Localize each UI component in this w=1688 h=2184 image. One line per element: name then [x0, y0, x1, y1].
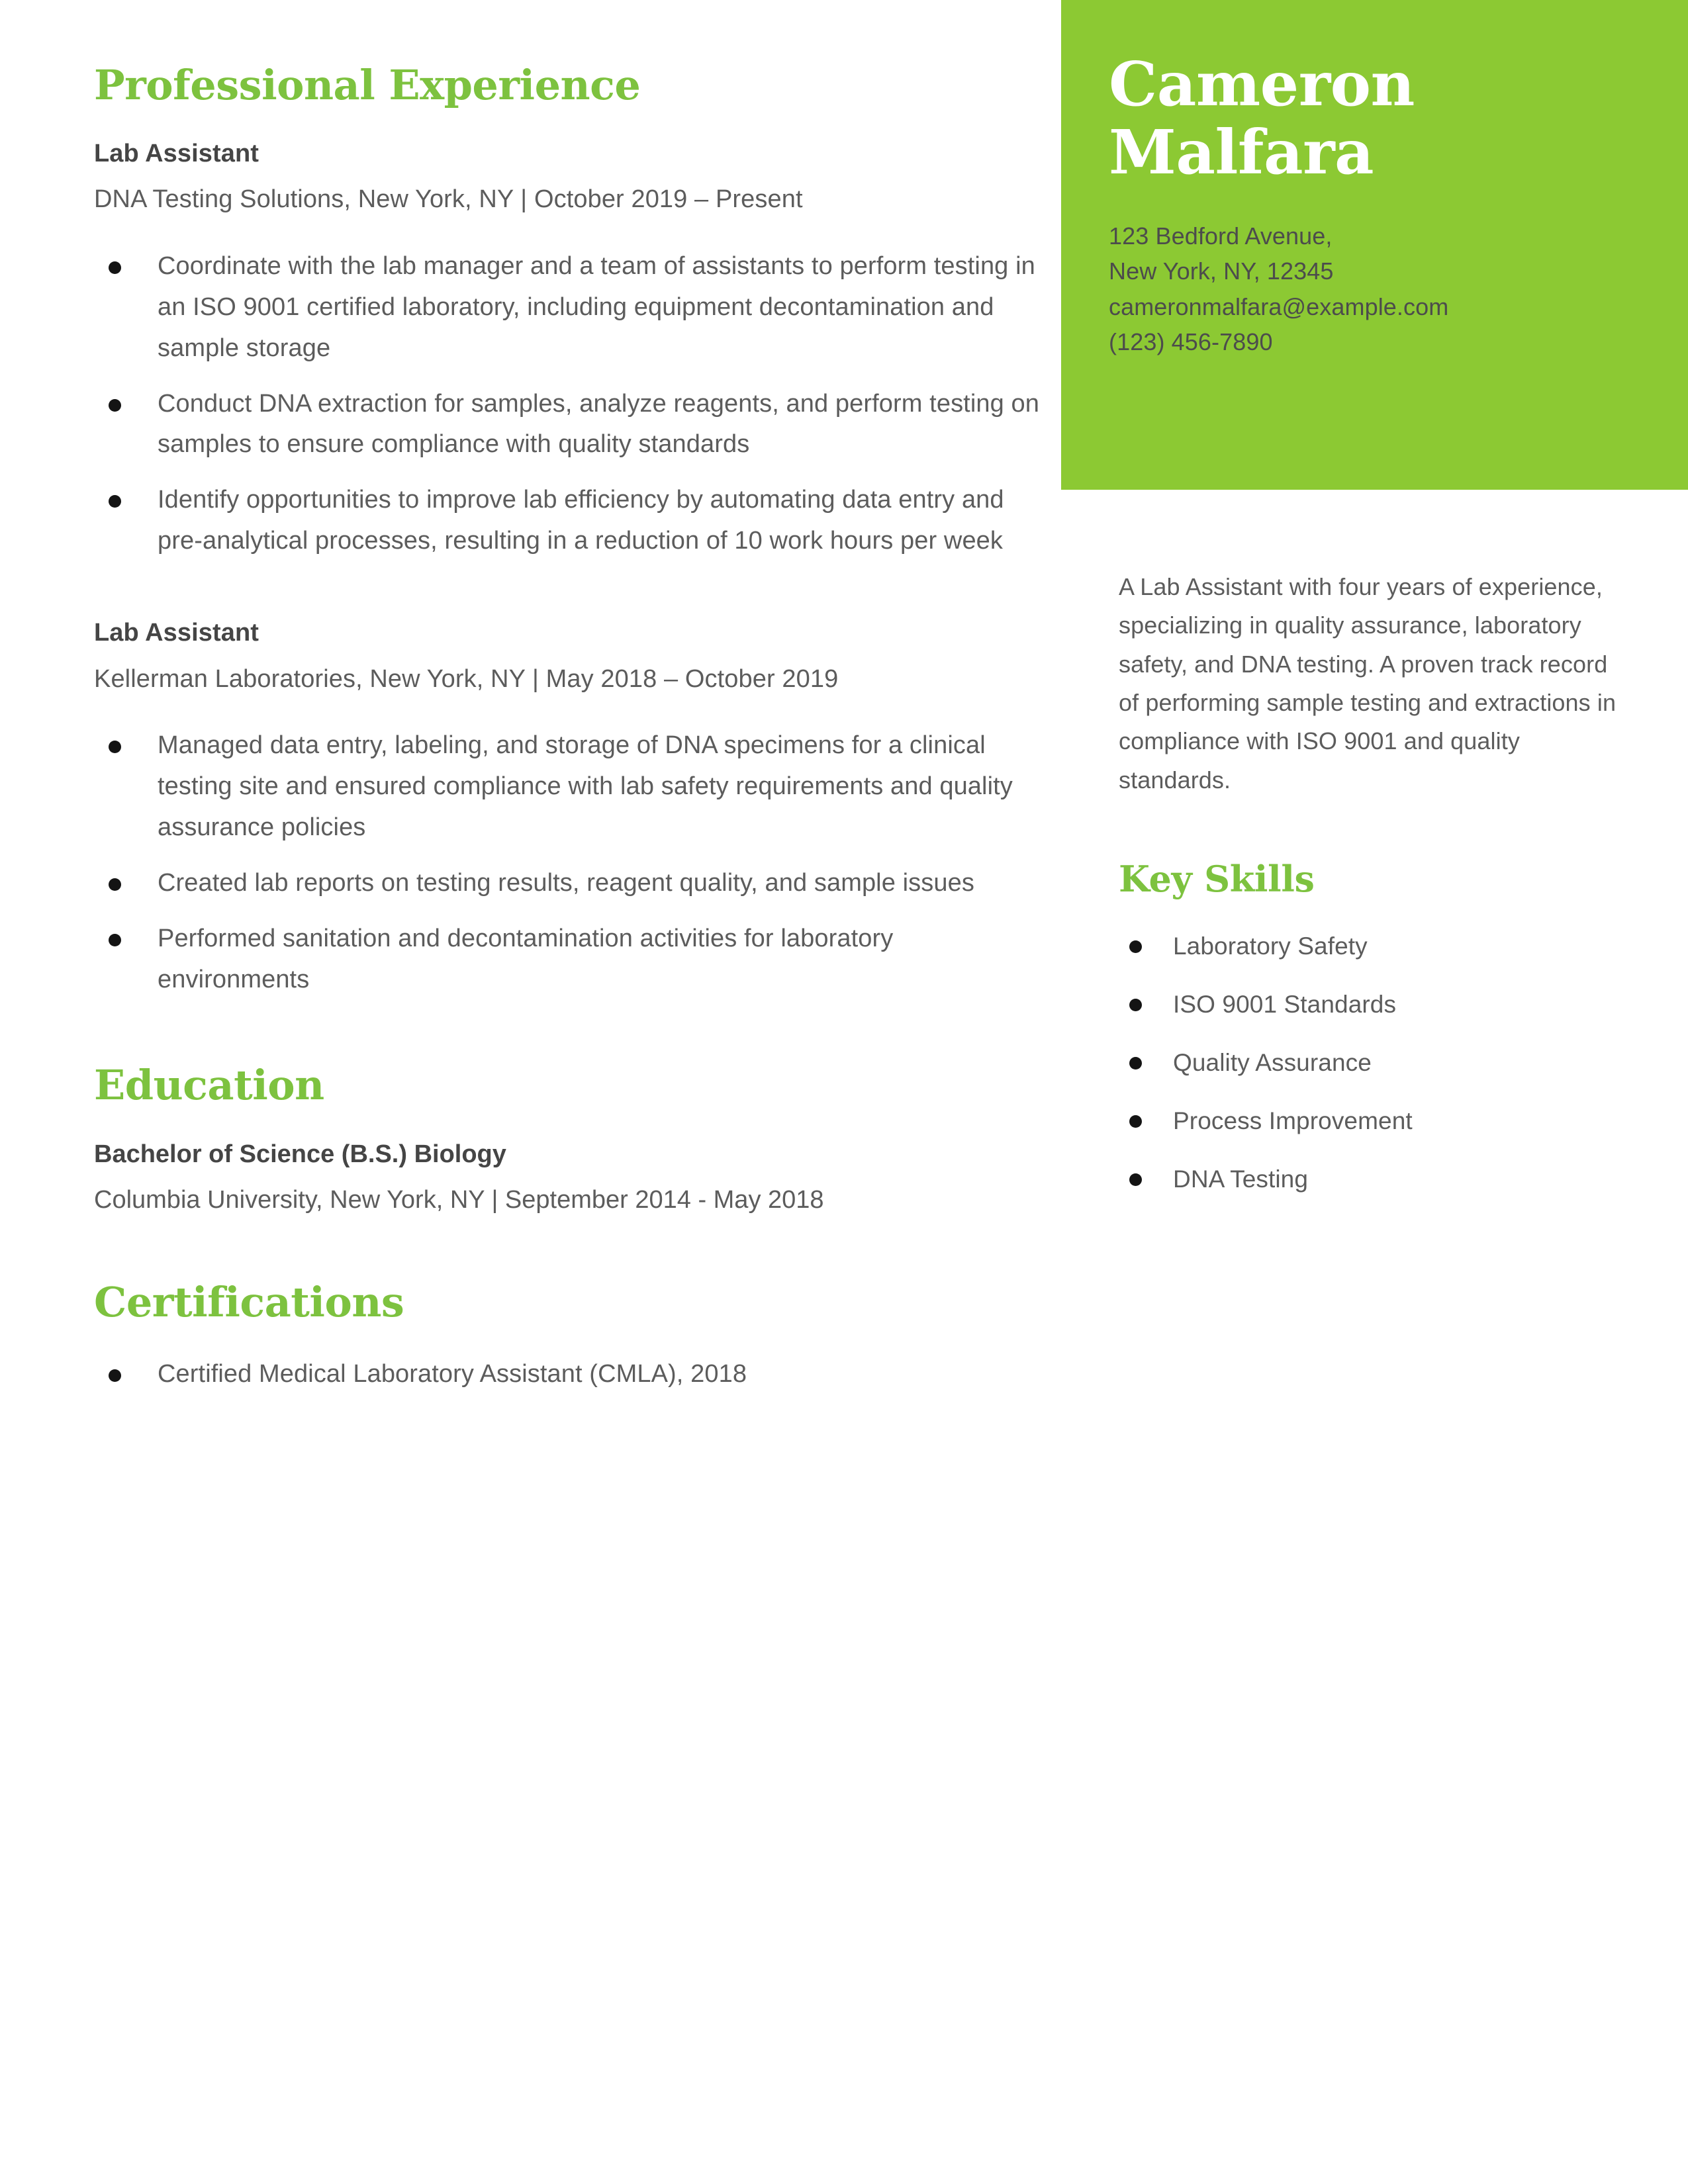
key-skill-item: DNA Testing	[1119, 1163, 1622, 1195]
key-skill-item: ISO 9001 Standards	[1119, 989, 1622, 1021]
job-bullet: Performed sanitation and decontamination activities for laboratory environments	[94, 919, 1046, 1001]
certification-list	[94, 1354, 1046, 1395]
section-spacer	[94, 1217, 1046, 1281]
job-bullet: Created lab reports on testing results, reagent quality, and sample issues	[94, 863, 1046, 904]
job-bullet-list	[94, 725, 1046, 1001]
section-heading-certifications: Certifications	[94, 1278, 404, 1327]
contact-phone[interactable]: (123) 456-7890	[1109, 328, 1273, 355]
key-skill-item: Process Improvement	[1119, 1105, 1622, 1137]
section-professional-experience	[94, 61, 1046, 1000]
job-bullet: Managed data entry, labeling, and storage of DNA specimens for a clinical testing site and ensured compliance with lab safety requirements and quality assurance policies	[94, 725, 1046, 848]
job-bullet-list	[94, 246, 1046, 563]
job-meta: DNA Testing Solutions, New York, NY | October 2019 – Present	[94, 185, 803, 214]
job-entry	[94, 616, 1046, 1000]
section-heading-key-skills: Key Skills	[1119, 857, 1315, 900]
sidebar-body	[1046, 490, 1688, 1195]
job-title: Lab Assistant	[94, 140, 259, 168]
education-degree: Bachelor of Science (B.S.) Biology	[94, 1140, 506, 1168]
job-bullet: Coordinate with the lab manager and a team of assistants to perform testing in an ISO 9001 certified laboratory, including equipment decontamination and sample storage	[94, 246, 1046, 369]
key-skills-list	[1119, 931, 1622, 1195]
contact-address-line-2: New York, NY, 12345	[1109, 257, 1334, 285]
job-entry	[94, 137, 1046, 562]
name-contact-block	[1061, 0, 1688, 490]
job-bullet: Conduct DNA extraction for samples, analyze reagents, and perform testing on samples to ensure compliance with quality standards	[94, 384, 1046, 466]
candidate-name	[1109, 50, 1688, 187]
section-education	[94, 1061, 1046, 1217]
job-meta: Kellerman Laboratories, New York, NY | May 2018 – October 2019	[94, 664, 839, 693]
key-skill-item: Laboratory Safety	[1119, 931, 1622, 962]
candidate-last-name: Malfara	[1109, 116, 1374, 189]
education-meta: Columbia University, New York, NY | September 2014 - May 2018	[94, 1185, 824, 1214]
section-spacer	[94, 1000, 1046, 1064]
sidebar-column	[1046, 0, 1688, 1195]
professional-summary: A Lab Assistant with four years of experience, specializing in quality assurance, laboratory safety, and DNA testing. A proven track record of performing sample testing and extractions in compliance with ISO 9001 and quality standards.	[1119, 573, 1617, 794]
contact-email[interactable]: cameronmalfara@example.com	[1109, 293, 1449, 320]
candidate-first-name: Cameron	[1109, 48, 1415, 120]
job-bullet: Identify opportunities to improve lab efficiency by automating data entry and pre-analytical processes, resulting in a reduction of 10 work hours per week	[94, 480, 1046, 562]
contact-address-line-1: 123 Bedford Avenue,	[1109, 222, 1333, 250]
certification-item: Certified Medical Laboratory Assistant (CMLA), 2018	[94, 1354, 1046, 1395]
key-skill-item: Quality Assurance	[1119, 1047, 1622, 1079]
section-heading-education: Education	[94, 1061, 324, 1110]
section-certifications	[94, 1278, 1046, 1395]
main-column	[0, 0, 1046, 1395]
section-heading-professional-experience: Professional Experience	[94, 61, 641, 109]
job-title: Lab Assistant	[94, 619, 259, 647]
